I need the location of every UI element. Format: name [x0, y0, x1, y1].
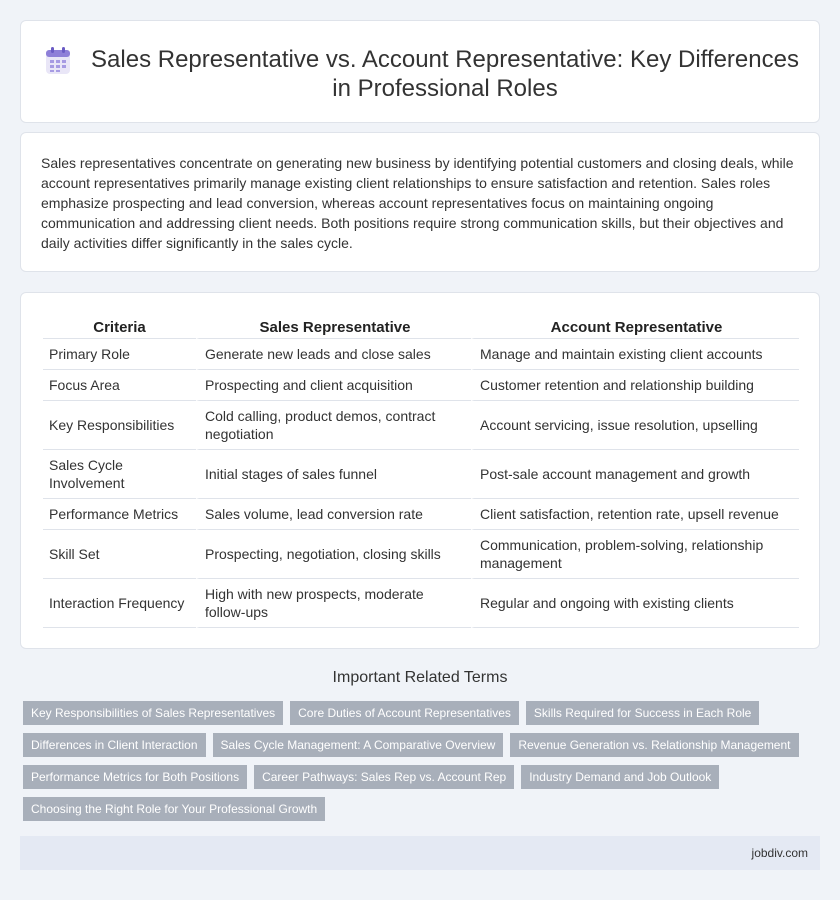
comparison-card	[20, 292, 820, 649]
table-row	[43, 499, 799, 530]
criteria-cell: Sales Cycle Involvement	[43, 450, 196, 499]
related-term-tag[interactable]: Sales Cycle Management: A Comparative Overview	[213, 733, 504, 757]
account-rep-cell: Post-sale account management and growth	[471, 450, 799, 499]
related-terms-list	[23, 701, 823, 821]
column-header-criteria: Criteria	[43, 313, 196, 339]
related-term-tag[interactable]: Industry Demand and Job Outlook	[521, 765, 719, 789]
sales-rep-cell: Cold calling, product demos, contract negotiation	[196, 401, 471, 450]
account-rep-cell: Manage and maintain existing client accounts	[471, 339, 799, 370]
table-row	[43, 339, 799, 370]
criteria-cell: Interaction Frequency	[43, 579, 196, 628]
table-row	[43, 450, 799, 499]
calendar-icon	[45, 47, 71, 75]
footer	[20, 836, 820, 870]
related-term-tag[interactable]: Differences in Client Interaction	[23, 733, 206, 757]
table-row	[43, 401, 799, 450]
account-rep-cell: Account servicing, issue resolution, upselling	[471, 401, 799, 450]
sales-rep-cell: Prospecting and client acquisition	[196, 370, 471, 401]
account-rep-cell: Regular and ongoing with existing clients	[471, 579, 799, 628]
related-term-tag[interactable]: Career Pathways: Sales Rep vs. Account Rep	[254, 765, 514, 789]
sales-rep-cell: Sales volume, lead conversion rate	[196, 499, 471, 530]
table-row	[43, 370, 799, 401]
related-term-tag[interactable]: Key Responsibilities of Sales Representatives	[23, 701, 283, 725]
intro-card	[20, 132, 820, 272]
sales-rep-cell: Initial stages of sales funnel	[196, 450, 471, 499]
criteria-cell: Primary Role	[43, 339, 196, 370]
criteria-cell: Focus Area	[43, 370, 196, 401]
criteria-cell: Skill Set	[43, 530, 196, 579]
header-card	[20, 20, 820, 123]
related-term-tag[interactable]: Skills Required for Success in Each Role	[526, 701, 759, 725]
table-row	[43, 530, 799, 579]
table-header-row	[43, 313, 799, 339]
related-terms-heading: Important Related Terms	[332, 669, 508, 686]
sales-rep-cell: High with new prospects, moderate follow-ups	[196, 579, 471, 628]
account-rep-cell: Communication, problem-solving, relationship management	[471, 530, 799, 579]
sales-rep-cell: Generate new leads and close sales	[196, 339, 471, 370]
account-rep-cell: Customer retention and relationship building	[471, 370, 799, 401]
criteria-cell: Key Responsibilities	[43, 401, 196, 450]
column-header-sales-rep: Sales Representative	[196, 313, 471, 339]
table-row	[43, 579, 799, 628]
comparison-table	[43, 313, 799, 628]
account-rep-cell: Client satisfaction, retention rate, upsell revenue	[471, 499, 799, 530]
related-term-tag[interactable]: Revenue Generation vs. Relationship Management	[510, 733, 798, 757]
column-header-account-rep: Account Representative	[471, 313, 799, 339]
footer-site-link[interactable]: jobdiv.com	[751, 846, 808, 860]
intro-paragraph: Sales representatives concentrate on generating new business by identifying potential customers and closing deals, while account representatives primarily manage existing client relationships to ensure satisfaction and retention. Sales roles emphasize prospecting and lead conversion, whereas account representatives focus on maintaining ongoing communication and addressing client needs. Both positions require strong communication skills, but their objectives and daily activities differ significantly in the sales cycle.	[41, 155, 794, 251]
related-term-tag[interactable]: Core Duties of Account Representatives	[290, 701, 519, 725]
related-term-tag[interactable]: Choosing the Right Role for Your Professional Growth	[23, 797, 325, 821]
criteria-cell: Performance Metrics	[43, 499, 196, 530]
page-title: Sales Representative vs. Account Representative: Key Differences in Professional Roles	[91, 46, 799, 102]
sales-rep-cell: Prospecting, negotiation, closing skills	[196, 530, 471, 579]
related-term-tag[interactable]: Performance Metrics for Both Positions	[23, 765, 247, 789]
